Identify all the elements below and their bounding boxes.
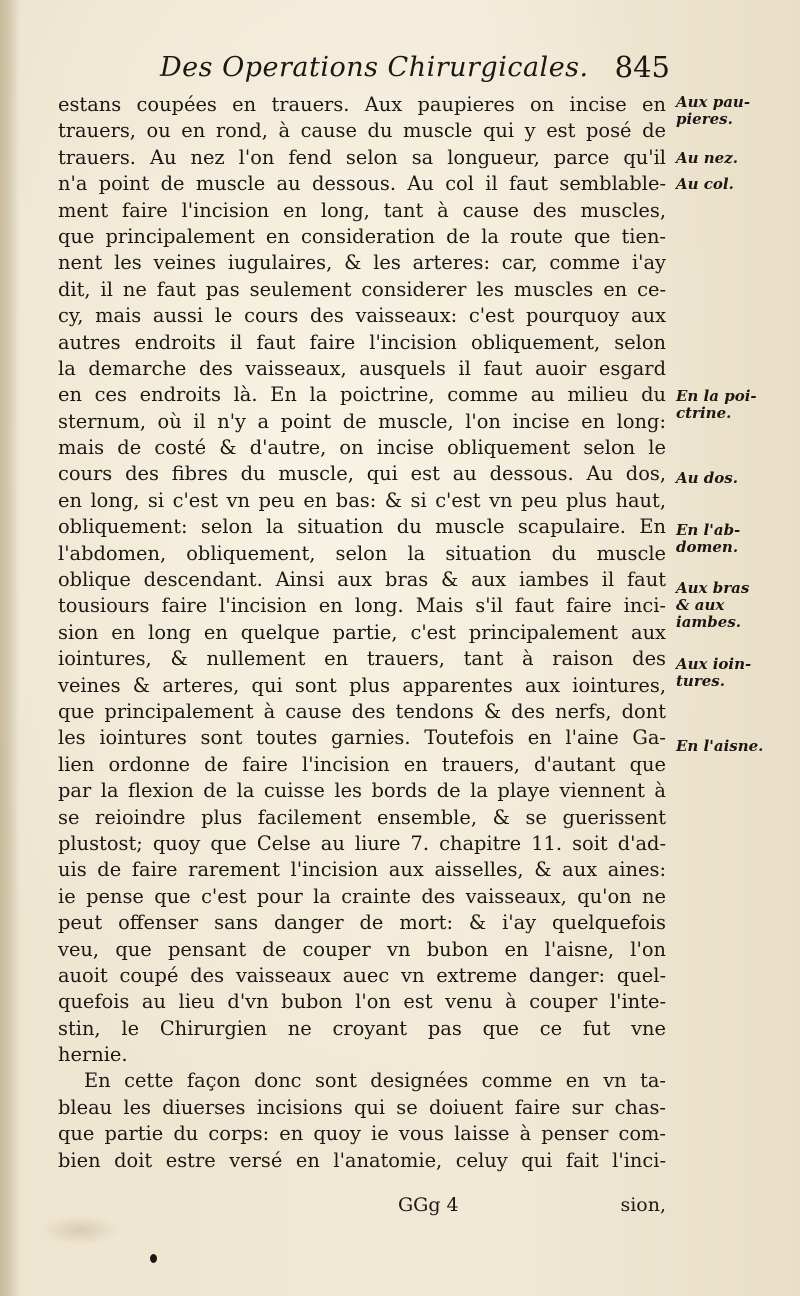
catchword: sion, [620,1194,666,1216]
text-line: tousiours faire l'incision en long. Mais s'il faut faire inci- [58,594,666,618]
text-line: que principalement en consideration de la route que tien- [58,224,666,248]
margin-note-line: Aux pau- [676,93,751,111]
text-line: que principalement à cause des tendons & des nerfs, dont [58,699,666,723]
margin-note-line: En la poi- [676,387,757,405]
text-line: la demarche des vaisseaux, ausquels il faut auoir esgard [58,356,666,380]
text-line: nent les veines iugulaires, & les arteres: car, comme i'ay [58,251,666,275]
page-edge-shadow [0,0,18,1296]
text-line: par la flexion de la cuisse les bords de la playe viennent à [58,779,666,803]
text-line: peut offenser sans danger de mort: & i'ay quelquefois [58,911,666,935]
page-header [160,52,670,92]
signature-mark: GGg 4 [398,1194,459,1216]
page-footer [58,1194,666,1222]
margin-note-col [676,176,734,193]
text-line: bleau les diuerses incisions qui se doiuent faire sur chas- [58,1095,666,1119]
body-text [58,92,666,1174]
text-line: sternum, où il n'y a point de muscle, l'on incise en long: [58,409,666,433]
text-line: en long, si c'est vn peu en bas: & si c'est vn peu plus haut, [58,488,666,512]
text-line: se reioindre plus facilement ensemble, & se guerissent [58,805,666,829]
margin-note-line: ctrine. [676,404,732,422]
margin-note-line: Aux ioin- [676,655,752,673]
text-line: veu, que pensant de couper vn bubon en l'aisne, l'on [58,937,666,961]
margin-note-line: iambes. [676,613,741,631]
margin-note-bras-iambes [676,580,749,631]
text-line: hernie. [58,1043,128,1067]
ink-smudge [40,1215,120,1245]
text-line: que partie du corps: en quoy ie vous laisse à penser com- [58,1122,666,1146]
text-line: en ces endroits là. En la poictrine, comme au milieu du [58,383,666,407]
text-line: l'abdomen, obliquement, selon la situation du muscle [58,541,666,565]
text-line: lien ordonne de faire l'incision en trauers, d'autant que [58,752,666,776]
margin-note-line: pieres. [676,110,733,128]
text-line: plustost; quoy que Celse au liure 7. chapitre 11. soit d'ad- [58,831,666,855]
margin-note-line: & aux [676,596,725,614]
text-line: sion en long en quelque partie, c'est principalement aux [58,620,666,644]
text-line: ie pense que c'est pour la crainte des vaisseaux, qu'on ne [58,884,666,908]
text-line: obliquement: selon la situation du muscle scapulaire. En [58,515,666,539]
margin-note-aisne [676,738,763,755]
margin-note-line: Aux bras [676,579,750,597]
margin-note-dos [676,470,738,487]
margin-note-line: En l'aisne. [676,737,764,755]
text-line: cours des fibres du muscle, qui est au dessous. Au dos, [58,462,666,486]
ink-dot [150,1254,157,1263]
margin-note-iointures [676,656,751,690]
text-line: veines & arteres, qui sont plus apparentes aux iointures, [58,673,666,697]
text-line: iointures, & nullement en trauers, tant à raison des [58,647,666,671]
margin-note-poictrine [676,388,757,422]
text-line: trauers. Au nez l'on fend selon sa longueur, parce qu'il [58,145,666,169]
text-line: En cette façon donc sont designées comme en vn ta- [84,1069,666,1093]
text-line: trauers, ou en rond, à cause du muscle qui y est posé de [58,119,666,143]
text-line: cy, mais aussi le cours des vaisseaux: c'est pourquoy aux [58,304,666,328]
text-line: stin, le Chirurgien ne croyant pas que ce fut vne [58,1016,666,1040]
text-line: mais de costé & d'autre, on incise obliquement selon le [58,436,666,460]
text-line: bien doit estre versé en l'anatomie, celuy qui fait l'inci- [58,1148,666,1172]
margin-note-line: tures. [676,672,725,690]
page-number: 845 [614,50,670,84]
margin-note-line: En l'ab- [676,521,741,539]
text-line: ment faire l'incision en long, tant à cause des muscles, [58,198,666,222]
margin-note-line: Au dos. [676,469,738,487]
text-line: n'a point de muscle au dessous. Au col il faut semblable- [58,172,666,196]
margin-note-line: Au nez. [676,149,738,167]
text-line: uis de faire rarement l'incision aux aisselles, & aux aines: [58,858,666,882]
text-line: quefois au lieu d'vn bubon l'on est venu à couper l'inte- [58,990,666,1014]
text-line: auoit coupé des vaisseaux auec vn extreme danger: quel- [58,963,666,987]
text-line: dit, il ne faut pas seulement considerer les muscles en ce- [58,277,666,301]
margin-note-line: domen. [676,538,739,556]
text-line: estans coupées en trauers. Aux paupieres on incise en [58,93,666,116]
margin-note-nez [676,150,738,167]
text-line: autres endroits il faut faire l'incision obliquement, selon [58,330,666,354]
margin-note-abdomen [676,522,740,556]
margin-note-paupieres [676,94,750,128]
running-title: Des Operations Chirurgicales. [160,52,589,83]
text-line: les iointures sont toutes garnies. Toutefois en l'aine Ga- [58,726,666,750]
margin-note-line: Au col. [676,175,734,193]
text-line: oblique descendant. Ainsi aux bras & aux iambes il faut [58,568,666,592]
